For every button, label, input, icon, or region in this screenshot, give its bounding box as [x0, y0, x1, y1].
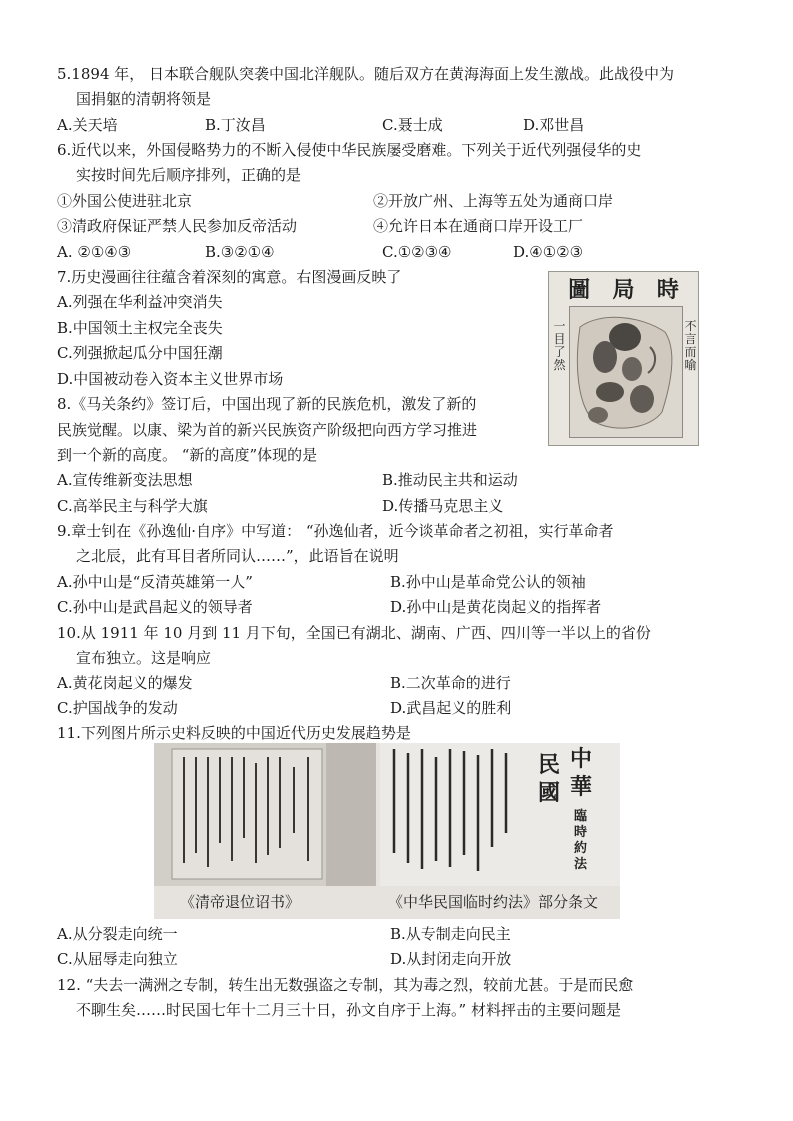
- doc-heading-fa: 法: [574, 857, 588, 872]
- q7-stem: 7.历史漫画往往蕴含着深刻的寓意。右图漫画反映了: [57, 268, 402, 286]
- q9-option-d: D.孙中山是黄花岗起义的指挥者: [390, 598, 602, 616]
- q9-stem-line1: 9.章士钊在《孙逸仙·自序》中写道： “孙逸仙者，近今谈革命者之初祖，实行革命者: [57, 522, 614, 540]
- q9-option-b: B.孙中山是革命党公认的领袖: [390, 573, 586, 591]
- q7-option-a: A.列强在华利益冲突消失: [57, 293, 223, 311]
- q11-stem: 11.下列图片所示史料反映的中国近代历史发展趋势是: [57, 724, 411, 742]
- q8-option-b: B.推动民主共和运动: [382, 471, 518, 489]
- q11-option-b: B.从专制走向民主: [390, 925, 511, 943]
- q5-option-b: B.丁汝昌: [205, 116, 266, 134]
- cartoon-title-char: 局: [612, 276, 635, 303]
- q6-stem-line1: 6.近代以来，外国侵略势力的不断入侵使中华民族屡受磨难。下列关于近代列强侵华的史: [57, 141, 642, 159]
- q6-option-b: B.③②①④: [205, 243, 275, 261]
- q12-stem-line1: 12. “夫去一满洲之专制，转生出无数强盗之专制，其为毒之烈，较前尤甚。于是而民愈: [57, 976, 634, 994]
- q6-option-d: D.④①②③: [513, 243, 584, 261]
- q6-stem-line2: 实按时间先后顺序排列，正确的是: [76, 166, 302, 184]
- cartoon-map-drawing: [570, 307, 682, 437]
- q10-stem-line1: 10.从 1911 年 10 月到 11 月下旬，全国已有湖北、湖南、广西、四川等一半以上的省份: [57, 624, 651, 642]
- q7-option-c: C.列强掀起瓜分中国狂潮: [57, 344, 223, 362]
- doc-heading-hua: 華: [570, 774, 593, 800]
- cartoon-title-char: 時: [656, 276, 679, 303]
- cartoon-title-char: 圖: [568, 276, 591, 303]
- historical-documents-image: [154, 743, 620, 919]
- q5-option-a: A.关天培: [57, 116, 118, 134]
- shiju-cartoon-image: [548, 271, 699, 446]
- q6-option-c: C.①②③④: [382, 243, 452, 261]
- provisional-constitution-photo: [380, 743, 620, 886]
- q10-option-c: C.护国战争的发动: [57, 699, 178, 717]
- doc-heading-guo: 國: [538, 780, 561, 806]
- doc-heading-shi: 時: [574, 825, 588, 840]
- q11-option-d: D.从封闭走向开放: [390, 950, 512, 968]
- q7-option-d: D.中国被动卷入资本主义世界市场: [57, 370, 284, 388]
- q8-stem-line3: 到一个新的高度。 “新的高度”体现的是: [57, 446, 318, 464]
- doc-heading-zhong: 中: [570, 746, 593, 772]
- doc-heading-lin: 臨: [574, 809, 588, 824]
- q9-option-c: C.孙中山是武昌起义的领导者: [57, 598, 253, 616]
- doc-heading-yue: 約: [574, 841, 588, 856]
- q9-option-a: A.孙中山是“反清英雄第一人”: [57, 573, 253, 591]
- q12-stem-line2: 不聊生矣……时民国七年十二月三十日，孙文自序于上海。” 材料抨击的主要问题是: [76, 1001, 621, 1019]
- cartoon-map: [569, 306, 683, 438]
- q11-option-c: C.从屈辱走向独立: [57, 950, 178, 968]
- q5-stem-line1: 5.1894 年， 日本联合舰队突袭中国北洋舰队。随后双方在黄海海面上发生激战。此战役中为: [57, 65, 675, 83]
- q6-item-4: ④允许日本在通商口岸开设工厂: [373, 217, 584, 235]
- q8-option-d: D.传播马克思主义: [382, 497, 504, 515]
- doc-heading-min: 民: [538, 752, 561, 778]
- q6-item-1: ①外国公使进驻北京: [57, 192, 193, 210]
- q5-stem-line2: 国捐躯的清朝将领是: [76, 90, 212, 108]
- caption-provisional-constitution: 《中华民国临时约法》部分条文: [388, 893, 599, 911]
- q5-option-c: C.聂士成: [382, 116, 443, 134]
- q6-option-a: A. ②①④③: [57, 243, 132, 261]
- abdication-edict-photo: [154, 743, 376, 886]
- q10-option-d: D.武昌起义的胜利: [390, 699, 512, 717]
- q9-stem-line2: 之北辰，此有耳目者所同认……”，此语旨在说明: [76, 547, 399, 565]
- cartoon-right-caption: 不言而喻: [684, 319, 697, 372]
- q6-item-3: ③清政府保证严禁人民参加反帝活动: [57, 217, 298, 235]
- q10-option-a: A.黄花岗起义的爆发: [57, 674, 193, 692]
- q11-option-a: A.从分裂走向统一: [57, 925, 178, 943]
- cartoon-left-caption: 一目了然: [553, 319, 566, 372]
- caption-abdication-edict: 《清帝退位诏书》: [180, 893, 301, 911]
- q8-stem-line2: 民族觉醒。以康、梁为首的新兴民族资产阶级把向西方学习推进: [57, 421, 478, 439]
- q8-option-a: A.宣传维新变法思想: [57, 471, 193, 489]
- q10-stem-line2: 宣布独立。这是响应: [76, 649, 212, 667]
- q6-item-2: ②开放广州、上海等五处为通商口岸: [373, 192, 614, 210]
- q10-option-b: B.二次革命的进行: [390, 674, 511, 692]
- q8-stem-line1: 8.《马关条约》签订后，中国出现了新的民族危机，激发了新的: [57, 395, 477, 413]
- q5-option-d: D.邓世昌: [523, 116, 585, 134]
- q7-option-b: B.中国领土主权完全丧失: [57, 319, 223, 337]
- cartoon-title: [557, 276, 690, 303]
- q8-option-c: C.高举民主与科学大旗: [57, 497, 208, 515]
- abdication-edict-drawing: [154, 743, 376, 886]
